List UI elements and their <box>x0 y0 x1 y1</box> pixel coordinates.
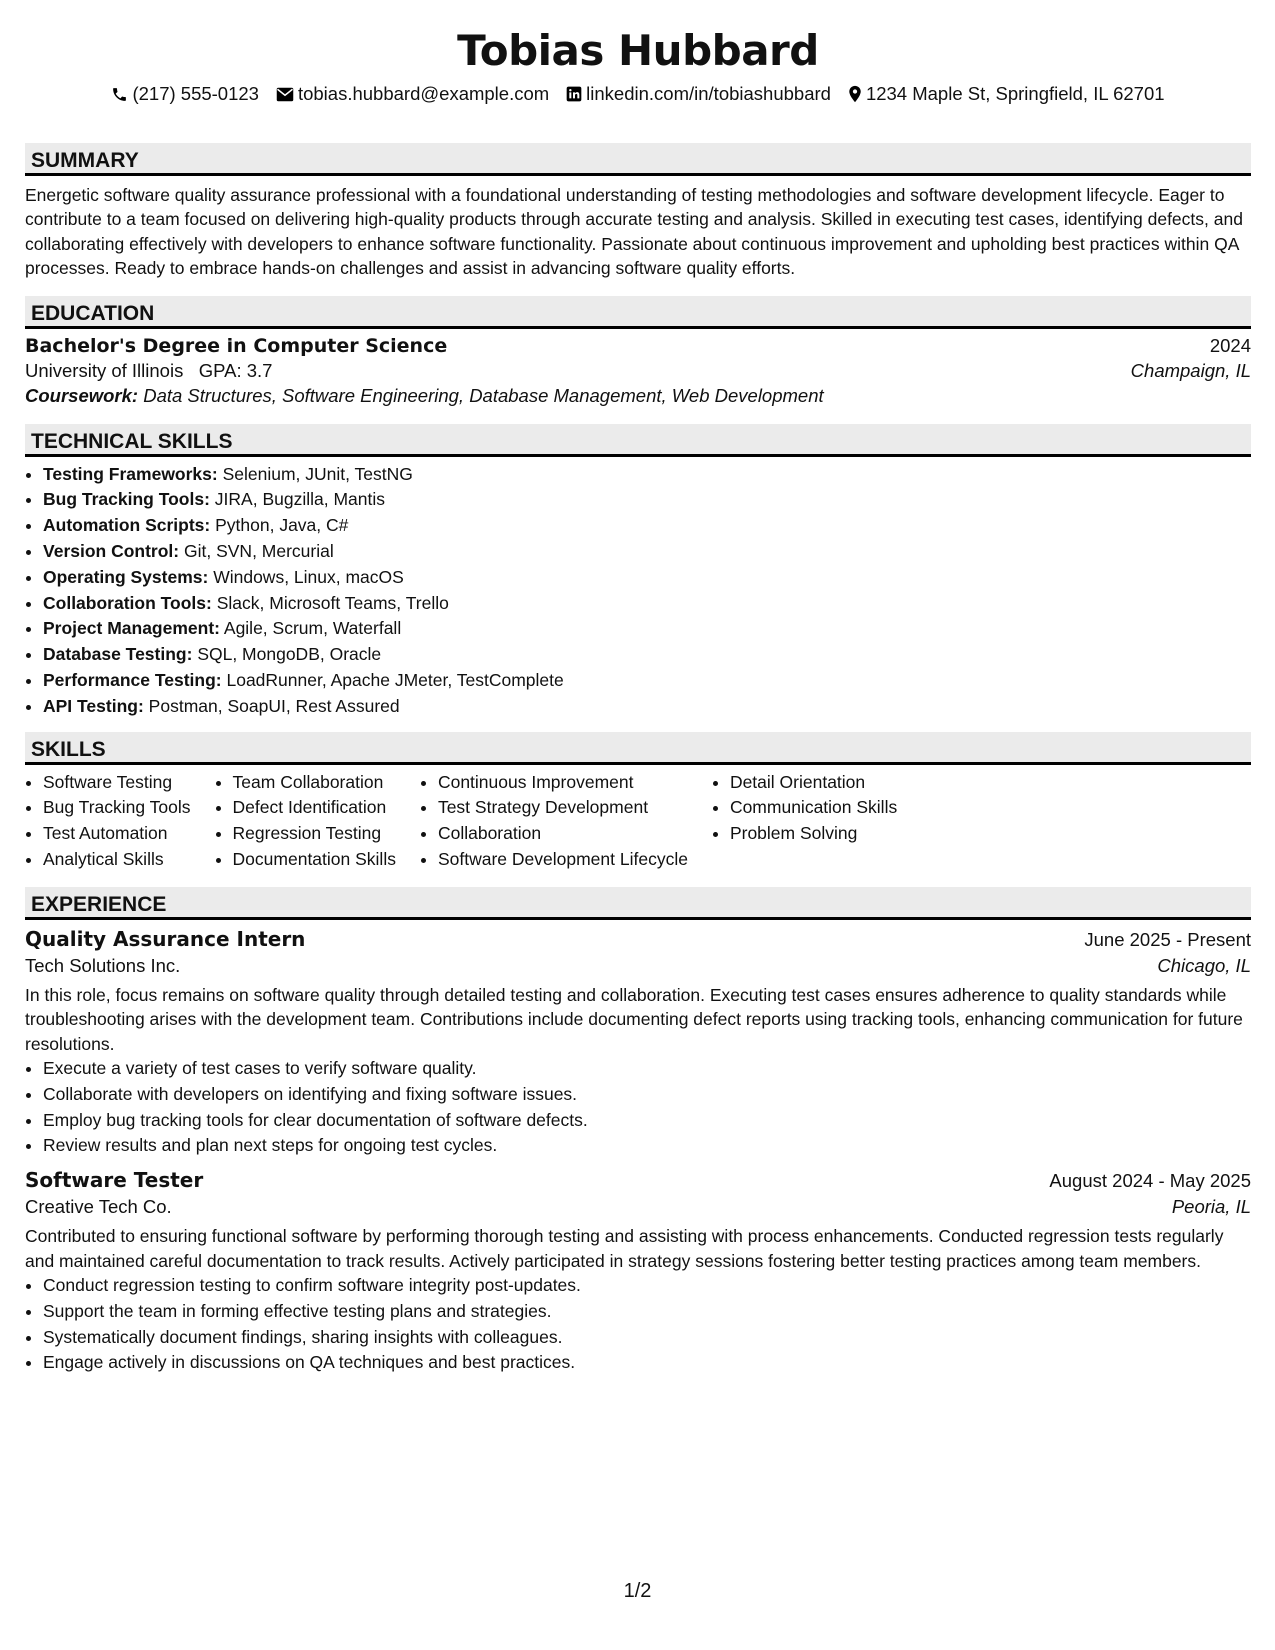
school-line <box>25 360 272 382</box>
skills-heading: SKILLS <box>25 732 1251 765</box>
job-description: In this role, focus remains on software quality through detailed testing and collaboration. Executing test cases ensures adherence to quality standards while troubleshooting arises with the development team. Contributions include documenting defect reports using tracking tools, enhancing communication for future resolutions. <box>25 984 1243 1054</box>
job-company: Creative Tech Co. <box>25 1196 172 1218</box>
coursework-line <box>25 385 1251 407</box>
list-item: • Software Development Lifecycle <box>438 847 688 873</box>
education-school-row <box>25 360 1251 382</box>
job-company-row <box>25 1196 1251 1218</box>
list-item: • Engage actively in discussions on QA techniques and best practices. <box>43 1350 1251 1376</box>
technical-skills-heading: TECHNICAL SKILLS <box>25 424 1251 457</box>
list-item: • Bug Tracking Tools <box>43 795 191 821</box>
contact-phone[interactable] <box>111 82 259 106</box>
skills-grid <box>25 770 1251 873</box>
list-item: • Communication Skills <box>730 795 897 821</box>
list-item: • Collaborate with developers on identifying and fixing software issues. <box>43 1082 1251 1108</box>
list-item <box>43 462 1251 488</box>
tech-skill-label: Project Management: <box>43 618 220 639</box>
list-item <box>43 565 1251 591</box>
gpa: GPA: 3.7 <box>198 359 273 381</box>
list-item <box>43 487 1251 513</box>
job-bullets <box>25 1273 1251 1376</box>
tech-skill-label: Operating Systems: <box>43 566 209 587</box>
list-item <box>43 642 1251 668</box>
list-item: • Defect Identification <box>233 795 396 821</box>
list-item: • Continuous Improvement <box>438 770 688 796</box>
list-item: • Collaboration <box>438 821 688 847</box>
job-location: Peoria, IL <box>1171 1196 1251 1218</box>
list-item <box>43 694 1251 720</box>
list-item: • Regression Testing <box>233 821 396 847</box>
email-text: tobias.hubbard@example.com <box>297 83 550 104</box>
summary-text: Energetic software quality assurance professional with a foundational understanding of testing methodologies and software development lifecycle. Eager to contribute to a team focused on delivering high-quality products through accurate testing and analysis. Skilled in executing test cases, identifying defects, and collaborating effectively with developers to enhance software functionality. Passionate about continuous improvement and upholding best practices within QA processes. Ready to embrace hands-on challenges and assist in advancing software quality efforts. <box>25 185 1243 279</box>
page-number: 1/2 <box>623 1580 652 1602</box>
contact-email[interactable] <box>276 82 549 106</box>
technical-skills-list <box>25 462 1251 720</box>
tech-skill-label: Automation Scripts: <box>43 515 211 536</box>
tech-skill-label: Bug Tracking Tools: <box>43 489 210 510</box>
list-item <box>43 668 1251 694</box>
phone-text: (217) 555-0123 <box>132 83 259 104</box>
tech-skill-value: Selenium, JUnit, TestNG <box>222 463 413 484</box>
coursework-label: Coursework: <box>25 384 139 406</box>
tech-skill-value: Windows, Linux, macOS <box>213 566 404 587</box>
list-item: • Systematically document findings, sharing insights with colleagues. <box>43 1325 1251 1351</box>
tech-skill-label: API Testing: <box>43 695 144 716</box>
tech-skill-label: Testing Frameworks: <box>43 463 218 484</box>
list-item: • Test Automation <box>43 821 191 847</box>
job-title: Quality Assurance Intern <box>25 926 306 951</box>
job-entry <box>25 1168 1251 1376</box>
job-company-row <box>25 955 1251 977</box>
job-entry <box>25 927 1251 1159</box>
linkedin-text: linkedin.com/in/tobiashubbard <box>586 83 831 104</box>
list-item: • Detail Orientation <box>730 770 897 796</box>
education-heading: EDUCATION <box>25 296 1251 329</box>
list-item: • Software Testing <box>43 770 191 796</box>
list-item <box>43 539 1251 565</box>
phone-icon <box>111 86 128 103</box>
job-title: Software Tester <box>25 1168 204 1193</box>
list-item: • Analytical Skills <box>43 847 191 873</box>
job-description: Contributed to ensuring functional software by performing thorough testing and assisting with process enhancements. Conducted regression tests regularly and maintained careful documentation to track results. Actively participated in strategy sessions fostering better testing practices among team members. <box>25 1226 1224 1271</box>
tech-skill-label: Performance Testing: <box>43 670 222 690</box>
list-item: • Employ bug tracking tools for clear documentation of software defects. <box>43 1108 1251 1134</box>
list-item: • Test Strategy Development <box>438 795 688 821</box>
skills-column <box>420 770 688 873</box>
job-header <box>25 927 1251 951</box>
school-location: Champaign, IL <box>1130 359 1251 381</box>
contact-linkedin[interactable] <box>566 82 831 106</box>
tech-skill-label: Version Control: <box>43 541 180 562</box>
job-location: Chicago, IL <box>1157 954 1251 976</box>
list-item <box>43 513 1251 539</box>
list-item: • Problem Solving <box>730 821 897 847</box>
school-name: University of Illinois <box>25 359 184 381</box>
resume-page <box>25 0 1251 1376</box>
list-item: • Conduct regression testing to confirm software integrity post-updates. <box>43 1273 1251 1299</box>
job-bullets <box>25 1056 1251 1159</box>
list-item: • Execute a variety of test cases to verify software quality. <box>43 1056 1251 1082</box>
tech-skill-label: Database Testing: <box>43 644 193 665</box>
coursework-list: Data Structures, Software Engineering, Database Management, Web Development <box>143 384 824 406</box>
list-item <box>43 616 1251 642</box>
job-dates: June 2025 - Present <box>1084 928 1251 950</box>
tech-skill-value: Git, SVN, Mercurial <box>184 541 334 562</box>
degree-year: 2024 <box>1209 334 1251 356</box>
list-item: • Support the team in forming effective testing plans and strategies. <box>43 1299 1251 1325</box>
list-item <box>43 591 1251 617</box>
skills-column <box>25 770 191 873</box>
contact-address <box>848 82 1165 106</box>
linkedin-icon <box>566 86 582 102</box>
tech-skill-value: Python, Java, C# <box>215 515 349 536</box>
list-item: • Documentation Skills <box>233 847 396 873</box>
education-row <box>25 335 1251 357</box>
contact-bar <box>25 82 1251 106</box>
tech-skill-value: SQL, MongoDB, Oracle <box>197 644 382 665</box>
job-company: Tech Solutions Inc. <box>25 954 181 976</box>
tech-skill-value: LoadRunner, Apache JMeter, TestComplete <box>226 670 564 690</box>
address-text: 1234 Maple St, Springfield, IL 62701 <box>865 83 1165 104</box>
degree-title: Bachelor's Degree in Computer Science <box>25 334 448 357</box>
candidate-name: Tobias Hubbard <box>457 26 819 75</box>
skills-column <box>712 770 897 873</box>
tech-skill-value: JIRA, Bugzilla, Mantis <box>214 489 385 510</box>
map-pin-icon <box>848 85 862 103</box>
tech-skill-value: Postman, SoapUI, Rest Assured <box>148 695 400 716</box>
summary-heading: SUMMARY <box>25 143 1251 176</box>
envelope-icon <box>276 87 294 102</box>
tech-skill-label: Collaboration Tools: <box>43 592 212 613</box>
experience-heading: EXPERIENCE <box>25 887 1251 920</box>
job-dates: August 2024 - May 2025 <box>1049 1170 1251 1192</box>
tech-skill-value: Agile, Scrum, Waterfall <box>223 618 402 639</box>
list-item: • Team Collaboration <box>233 770 396 796</box>
skills-column <box>215 770 396 873</box>
tech-skill-value: Slack, Microsoft Teams, Trello <box>216 592 449 613</box>
list-item: • Review results and plan next steps for ongoing test cycles. <box>43 1133 1251 1159</box>
job-header <box>25 1168 1251 1192</box>
